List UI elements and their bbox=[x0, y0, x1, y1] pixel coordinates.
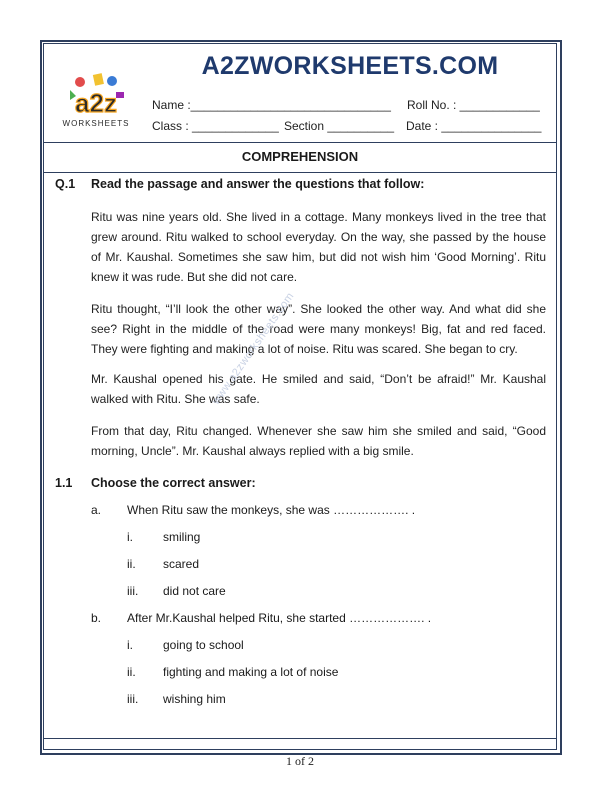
item-letter: a. bbox=[91, 503, 102, 517]
option-text: going to school bbox=[163, 638, 244, 652]
option-number: iii. bbox=[127, 692, 139, 706]
class-field: Class : _____________ bbox=[152, 119, 279, 133]
roll-number-field: Roll No. : ____________ bbox=[407, 98, 540, 112]
option-number: iii. bbox=[127, 584, 139, 598]
page-number: 1 of 2 bbox=[286, 754, 314, 768]
site-title: A2ZWORKSHEETS.COM bbox=[201, 52, 499, 80]
option-text: smiling bbox=[163, 530, 201, 544]
passage-paragraph: Mr. Kaushal opened his gate. He smiled and said, “Don’t be afraid!” Mr. Kaushal walked with Ritu. She was safe. bbox=[91, 372, 546, 406]
option-number: i. bbox=[127, 638, 133, 652]
option-text: fighting and making a lot of noise bbox=[163, 665, 339, 679]
section-number: 1.1 bbox=[55, 476, 73, 490]
footer-divider bbox=[43, 738, 557, 739]
option-text: did not care bbox=[163, 584, 226, 598]
question-number: Q.1 bbox=[55, 177, 76, 191]
option-text: wishing him bbox=[163, 692, 226, 706]
name-field: Name :______________________________ bbox=[152, 98, 391, 112]
logo-subtext: WORKSHEETS bbox=[62, 119, 130, 128]
passage-paragraph: Ritu was nine years old. She lived in a cottage. Many monkeys lived in the tree that grew around. Ritu walked to school everyday. On the way, she passed by the house of Mr. Kaushal. Sometimes she saw him, but did not wish him ‘Good Morning’. Ritu knew it was rude. But she did not care. bbox=[91, 210, 546, 284]
question-prompt: Read the passage and answer the questions that follow: bbox=[91, 177, 425, 191]
item-letter: b. bbox=[91, 611, 102, 625]
item-question: When Ritu saw the monkeys, she was ………………. . bbox=[127, 503, 416, 517]
option-number: ii. bbox=[127, 557, 136, 571]
passage-paragraph: Ritu thought, “I’ll look the other way”. She looked the other way. And what did she see? Right in the middle of the road were many monkeys! Big, fat and red faced. They were fighting and making a lot of noise. Ritu was scared. She began to cry. bbox=[91, 302, 546, 356]
date-field: Date : _______________ bbox=[406, 119, 542, 133]
watermark: www.a2zworksheets.com bbox=[210, 290, 297, 407]
option-number: ii. bbox=[127, 665, 136, 679]
option-text: scared bbox=[163, 557, 200, 571]
section-field: Section __________ bbox=[284, 119, 395, 133]
title-divider bbox=[43, 172, 557, 173]
passage-paragraph: From that day, Ritu changed. Whenever she saw him she smiled and said, “Good morning, Uncle”. Mr. Kaushal always replied with a big smile. bbox=[91, 424, 546, 458]
section-prompt: Choose the correct answer: bbox=[91, 476, 256, 490]
item-question: After Mr.Kaushal helped Ritu, she started ………………. . bbox=[127, 611, 432, 625]
option-number: i. bbox=[127, 530, 133, 544]
a2z-logo-icon bbox=[56, 70, 136, 132]
worksheet-title: COMPREHENSION bbox=[241, 149, 359, 164]
logo-text: a2z bbox=[75, 88, 117, 118]
header-divider bbox=[43, 142, 557, 143]
